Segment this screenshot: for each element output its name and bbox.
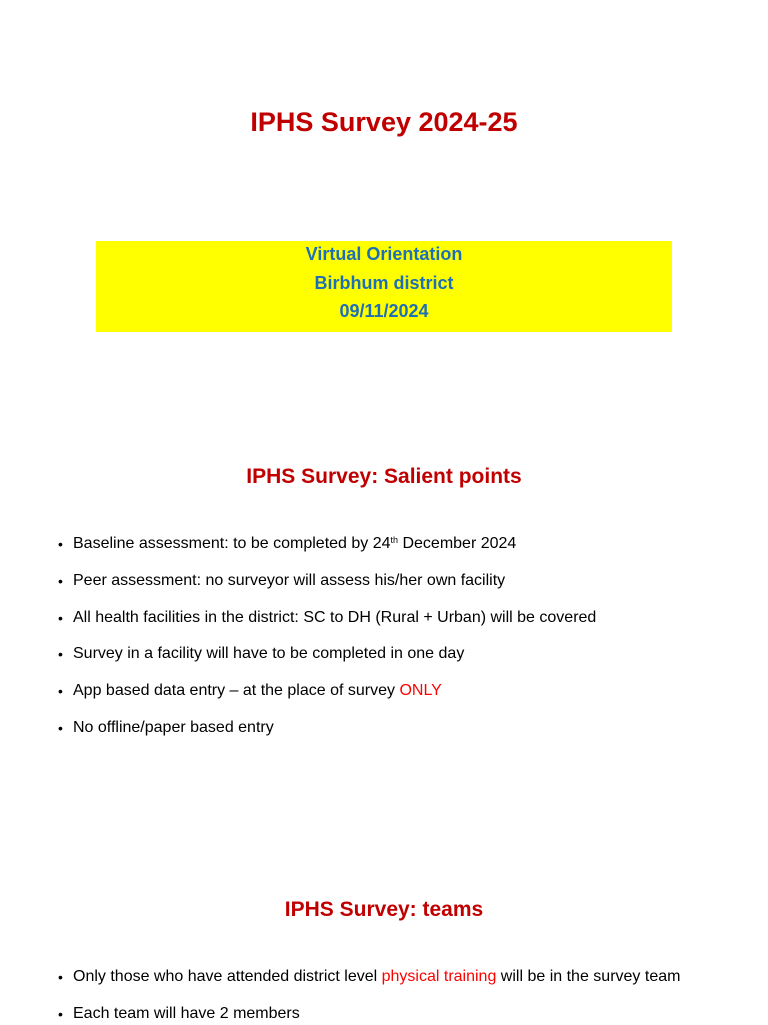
bullet-icon: •	[58, 969, 63, 985]
bullet-text	[73, 966, 680, 988]
salient-points-title: IPHS Survey: Salient points	[246, 465, 522, 488]
bullet-text-part: December 2024	[398, 535, 517, 552]
bullet-icon: •	[58, 610, 63, 626]
banner-line-date: 09/11/2024	[339, 301, 429, 321]
bullet-icon: •	[58, 1006, 63, 1022]
orientation-banner	[96, 241, 672, 332]
bullet-text: All health facilities in the district: SC to DH (Rural + Urban) will be covered	[73, 609, 597, 626]
bullet-text-part: App based data entry – at the place of survey	[73, 682, 400, 699]
bullet-icon: •	[58, 646, 63, 662]
bullet-icon: •	[58, 720, 63, 736]
bullet-text-part: will be in the survey team	[496, 968, 681, 985]
bullet-icon: •	[58, 536, 63, 552]
bullet-text: Survey in a facility will have to be completed in one day	[73, 645, 465, 662]
highlight-text: ONLY	[399, 682, 442, 699]
banner-line-district: Birbhum district	[314, 273, 454, 293]
ordinal-suffix: th	[390, 535, 399, 545]
banner-line-orientation: Virtual Orientation	[305, 244, 463, 264]
bullet-icon: •	[58, 573, 63, 589]
bullet-text	[73, 680, 442, 702]
bullet-text-part: Baseline assessment: to be completed by 24	[73, 535, 391, 552]
bullet-icon: •	[58, 683, 63, 699]
bullet-text: Peer assessment: no surveyor will assess his/her own facility	[73, 572, 506, 589]
slide-title: IPHS Survey 2024-25	[250, 107, 518, 137]
bullet-text: No offline/paper based entry	[73, 719, 274, 736]
bullet-text	[73, 533, 516, 555]
bullet-text-part: Only those who have attended district level	[73, 968, 382, 985]
highlight-text: physical training	[381, 968, 497, 985]
teams-title: IPHS Survey: teams	[284, 898, 484, 921]
bullet-text: Each team will have 2 members	[73, 1005, 300, 1022]
